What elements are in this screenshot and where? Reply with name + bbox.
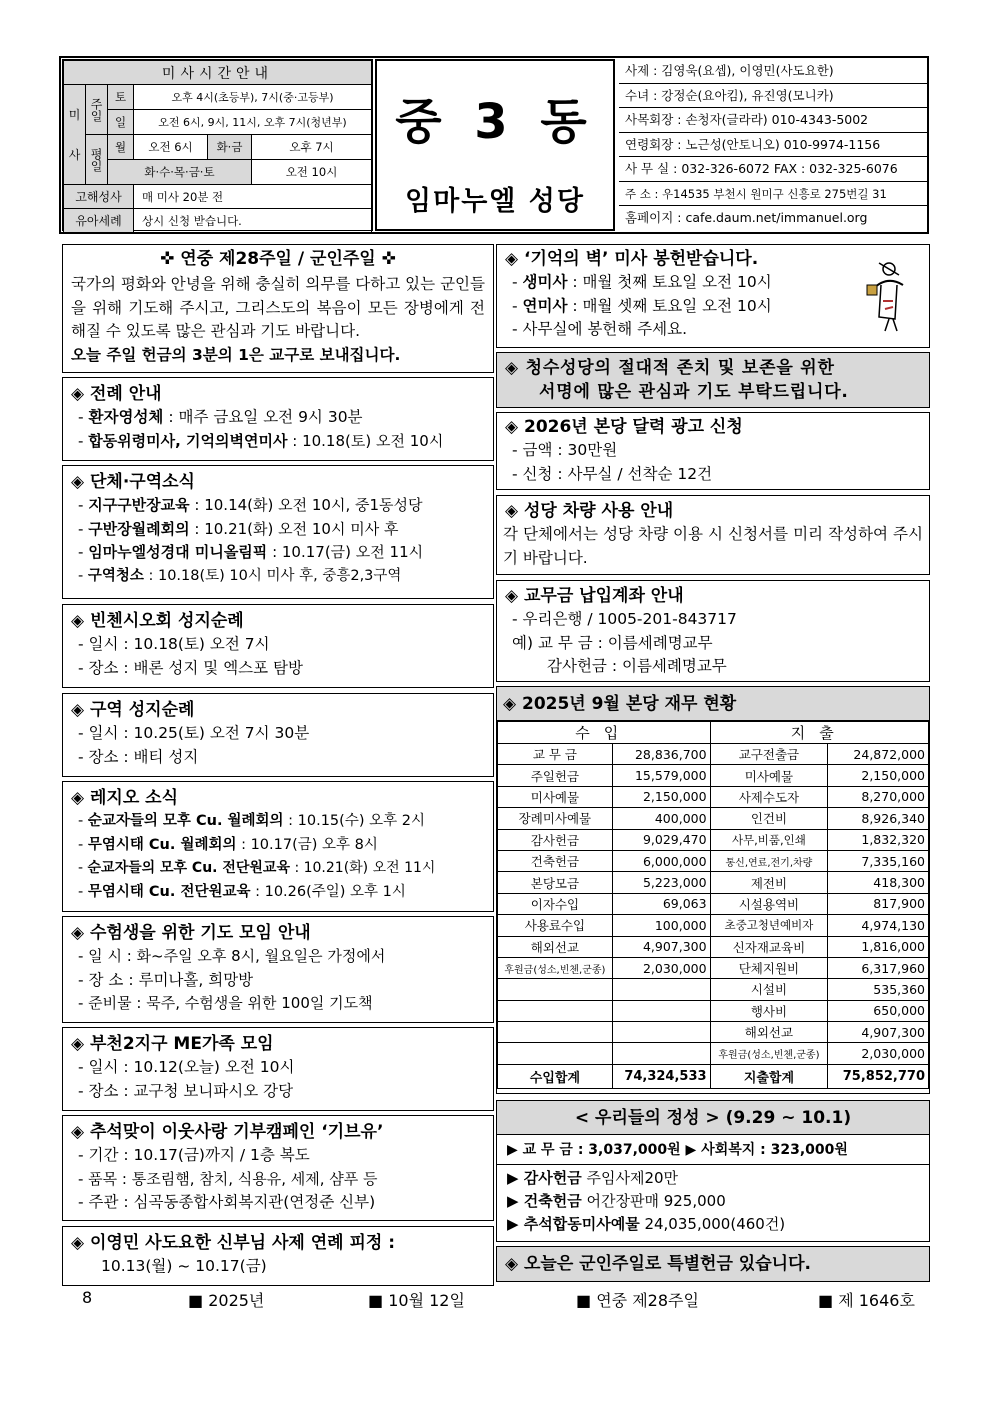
finance-row [498,1000,929,1021]
offering-line-building: ▶ 건축헌금 어간장판매 925,000 [507,1192,726,1210]
confession-label: 고해성사 [64,185,134,209]
income-value: 69,063 [612,893,710,914]
sun-time: 오전 6시, 9시, 11시, 오후 7시(청년부) [134,110,372,135]
memorial-wall-line-1: - 생미사 : 매월 첫째 토요일 오전 10시 [512,273,772,291]
parish-title-box [375,59,615,231]
expense-label: 사무,비품,인쇄 [710,829,828,850]
income-value: 2,030,000 [612,957,710,978]
expense-label: 행사비 [710,1000,828,1021]
confession-time: 매 미사 20분 전 [134,185,372,209]
expense-value: 650,000 [828,1000,929,1021]
info-homepage: 홈페이지 : cafe.daum.net/immanuel.org [625,210,868,225]
account-line-1: - 우리은행 / 1005-201-843717 [512,610,737,628]
liturgy-section [62,377,494,461]
calendar-ad-line-2: - 신청 : 사무실 / 선착순 12건 [512,464,713,483]
liturgy-title: ◈ 전례 안내 [71,384,162,404]
expense-value: 2,150,000 [828,765,929,786]
sat-time: 오후 4시(초등부), 7시(중·고등부) [134,85,372,110]
expense-label: 교구전출금 [710,744,828,765]
offering-summary: ▶ 교 무 금 : 3,037,000원 ▶ 사회복지 : 323,000원 [497,1135,929,1165]
footer-year: ■ 2025년 [188,1291,265,1310]
expense-label: 미사예물 [710,765,828,786]
footer-week: ■ 연중 제28주일 [576,1291,699,1310]
vincent-line-2: - 장소 : 배론 성지 및 엑스포 탐방 [78,658,303,677]
memorial-wall-section [496,244,930,348]
sunday-body: 국가의 평화와 안녕을 위해 충실히 의무를 다하고 있는 군인들을 위해 기도해 주시고, 그리스도의 복음이 모든 장병에게 전해질 수 있도록 많은 관심과 기도 바랍니다. [71,275,485,340]
parish-name: 중 3 동 [395,94,595,150]
finance-row [498,1022,929,1043]
income-value [612,1000,710,1021]
wed-time: 오전 10시 [252,160,372,185]
income-value [612,1022,710,1043]
footer-issue: ■ 제 1646호 [818,1291,915,1310]
finance-row [498,893,929,914]
sat-label: 토 [108,85,134,110]
groups-section [62,465,494,599]
info-office: 사 무 실 : 032-326-6072 FAX : 032-325-6076 [619,157,927,182]
expense-value: 1,816,000 [828,936,929,957]
finance-row [498,744,929,765]
finance-row [498,808,929,829]
info-priest: 사제 : 김영욱(요셉), 이영민(사도요한) [619,59,927,84]
income-label [498,979,613,1000]
groups-line-1: - 지구구반장교육 : 10.14(화) 오전 10시, 중1동성당 [78,496,423,514]
income-total-label: 수입합계 [498,1064,613,1088]
vincent-title: ◈ 빈첸시오회 성지순례 [71,611,244,631]
mass-schedule-title: 미사시간안내 [64,61,372,85]
legio-line-3: - 순교자들의 모후 Cu. 전단원교육 : 10.21(화) 오전 11시 [78,860,436,876]
finance-row [498,872,929,893]
finance-row [498,979,929,1000]
income-value: 400,000 [612,808,710,829]
expense-value: 2,030,000 [828,1043,929,1064]
info-sisters: 수녀 : 강정순(요아킴), 유진영(모니카) [619,84,927,109]
memorial-wall-title: ◈ ‘기억의 벽’ 미사 봉헌받습니다. [505,249,759,269]
income-value: 28,836,700 [612,744,710,765]
cheongsu-line-2: 서명에 많은 관심과 기도 부탁드립니다. [539,382,849,402]
me-line-2: - 장소 : 교구청 보니파시오 강당 [78,1081,294,1100]
account-title: ◈ 교무금 납입계좌 안내 [505,586,684,606]
exam-section [62,916,494,1023]
finance-section [496,686,930,1094]
income-value: 6,000,000 [612,850,710,871]
footer-date: ■ 10월 12일 [368,1291,465,1310]
finance-row [498,829,929,850]
expense-value: 6,317,960 [828,957,929,978]
income-value: 4,907,300 [612,936,710,957]
income-label: 사용료수입 [498,915,613,936]
exam-line-2: - 장 소 : 루미나홀, 희망방 [78,970,254,989]
me-line-1: - 일시 : 10.12(오늘) 오전 10시 [78,1058,295,1076]
income-label [498,1022,613,1043]
expense-value: 8,926,340 [828,808,929,829]
special-offering-text: ◈ 오늘은 군인주일로 특별헌금 있습니다. [505,1254,811,1274]
baptism-label: 유아세례 [64,209,134,233]
chuseok-line-2: - 품목 : 통조림햄, 참치, 식용유, 세제, 샴푸 등 [78,1169,378,1188]
weekend-label: 주일 [86,85,108,135]
expense-label: 제전비 [710,872,828,893]
calendar-ad-section [496,412,930,490]
priest-illustration [859,255,915,335]
income-label: 미사예물 [498,786,613,807]
wed-label: 화·수·목·금·토 [108,160,252,185]
info-council-chair: 사목회장 : 손청자(글라라) 010-4343-5002 [619,108,927,133]
offering-line-thanks: ▶ 감사헌금 주임사제20만 [507,1169,679,1187]
me-section [62,1027,494,1111]
mon-label: 월 [108,135,134,160]
info-address: 주 소 : 우14535 부천시 원미구 신흥로 275번길 31 [619,182,927,207]
income-label: 감사헌금 [498,829,613,850]
info-liaison-chair: 연령회장 : 노근성(안토니오) 010-9974-1156 [619,133,927,158]
income-label [498,1000,613,1021]
expense-label: 사제수도자 [710,786,828,807]
expense-label: 해외선교 [710,1022,828,1043]
special-offering-notice [496,1246,930,1282]
income-value: 15,579,000 [612,765,710,786]
vehicle-section [496,495,930,575]
liturgy-line-1: - 환자영성체 : 매주 금요일 오전 9시 30분 [78,408,363,426]
exam-line-3: - 준비물 : 묵주, 수험생을 위한 100일 기도책 [78,994,373,1012]
income-label: 주일헌금 [498,765,613,786]
expense-label: 후원금(성소,빈첸,군종) [710,1043,828,1064]
expense-value: 4,907,300 [828,1022,929,1043]
finance-row [498,915,929,936]
income-value: 2,150,000 [612,786,710,807]
account-line-2: 예) 교 무 금 : 이름세례명교무 [512,633,713,652]
tue-fri-time: 오후 7시 [252,135,372,160]
expense-header: 지출 [710,722,928,744]
finance-row [498,850,929,871]
sunday-notice [62,244,494,373]
expense-value: 817,900 [828,893,929,914]
baptism-time: 상시 신청 받습니다. [134,209,372,233]
expense-label: 인건비 [710,808,828,829]
expense-label: 단체지원비 [710,957,828,978]
income-value: 100,000 [612,915,710,936]
account-section [496,580,930,682]
expense-value: 4,974,130 [828,915,929,936]
district-line-2: - 장소 : 배티 성지 [78,747,199,766]
liturgy-line-2: - 합동위령미사, 기억의벽연미사 : 10.18(토) 오전 10시 [78,431,444,450]
income-label: 이자수입 [498,893,613,914]
church-name: 임마누엘 성당 [405,186,585,217]
calendar-ad-line-1: - 금액 : 30만원 [512,441,618,459]
finance-row [498,957,929,978]
finance-title: ◈ 2025년 9월 본당 재무 현황 [497,687,929,721]
legio-section [62,781,494,912]
tue-fri-label: 화·금 [208,135,252,160]
expense-value: 24,872,000 [828,744,929,765]
expense-total-label: 지출합계 [710,1064,828,1088]
footer [60,1288,930,1314]
offering-title: < 우리들의 정성 > (9.29 ~ 10.1) [497,1101,929,1135]
expense-label: 초중고청년예비자 [710,915,828,936]
district-section [62,693,494,777]
groups-line-4: - 구역청소 : 10.18(토) 10시 미사 후, 중흥2,3구역 [78,567,402,584]
expense-value: 535,360 [828,979,929,1000]
cheongsu-section [496,352,930,408]
income-value [612,1043,710,1064]
expense-value: 8,270,000 [828,786,929,807]
income-value: 5,223,000 [612,872,710,893]
expense-label: 시설비 [710,979,828,1000]
legio-title: ◈ 레지오 소식 [71,788,179,808]
chuseok-line-3: - 주관 : 심곡동종합사회복지관(연정준 신부) [78,1193,376,1211]
vehicle-body: 각 단체에서는 성당 차량 이용 시 신청서를 미리 작성하여 주시기 바랍니다. [503,525,923,567]
me-title: ◈ 부천2지구 ME가족 모임 [71,1034,274,1054]
offering-section [496,1100,930,1242]
finance-table [497,721,929,1089]
chuseok-title: ◈ 추석맞이 이웃사랑 기부캠페인 ‘기브유’ [71,1122,384,1142]
cheongsu-line-1: ◈ 청수성당의 절대적 존치 및 보존을 위한 [505,358,835,378]
finance-row [498,786,929,807]
sun-label: 일 [108,110,134,135]
weekday-label: 평일 [86,135,108,185]
income-header: 수입 [498,722,711,744]
retreat-section [62,1226,494,1286]
retreat-title: ◈ 이영민 사도요한 신부님 사제 연례 피정 : [71,1233,396,1253]
mass-label: 미 사 [64,85,86,185]
mon-time: 오전 6시 [134,135,208,160]
expense-value: 1,832,320 [828,829,929,850]
expense-label: 통신,연료,전기,차량 [710,850,828,871]
finance-row [498,1043,929,1064]
income-total: 74,324,533 [612,1064,710,1088]
groups-line-2: - 구반장월례회의 : 10.21(화) 오전 10시 미사 후 [78,519,399,538]
income-label: 본당모금 [498,872,613,893]
memorial-wall-line-3: - 사무실에 봉헌해 주세요. [512,320,688,338]
expense-value: 418,300 [828,872,929,893]
vincent-section [62,604,494,688]
groups-line-3: - 임마누엘성경대 미니올림픽 : 10.17(금) 오전 11시 [78,543,424,561]
parish-info [619,59,927,231]
district-title: ◈ 구역 성지순례 [71,700,195,720]
vehicle-title: ◈ 성당 차량 사용 안내 [505,501,674,521]
district-line-1: - 일시 : 10.25(토) 오전 7시 30분 [78,724,310,742]
vincent-line-1: - 일시 : 10.18(토) 오전 7시 [78,635,270,653]
chuseok-section [62,1115,494,1221]
mass-schedule [62,59,373,231]
account-line-3: 감사헌금 : 이름세례명교무 [547,657,727,675]
chuseok-line-1: - 기간 : 10.17(금)까지 / 1층 복도 [78,1146,310,1164]
expense-value: 7,335,160 [828,850,929,871]
income-label: 교 무 금 [498,744,613,765]
sunday-note: 오늘 주일 헌금의 3분의 1은 교구로 보내집니다. [71,345,401,364]
income-value: 9,029,470 [612,829,710,850]
income-label [498,1043,613,1064]
income-label: 후원금(성소,빈첸,군종) [498,957,613,978]
groups-title: ◈ 단체·구역소식 [71,472,195,492]
exam-title: ◈ 수험생을 위한 기도 모임 안내 [71,923,311,943]
legio-line-1: - 순교자들의 모후 Cu. 월례회의 : 10.15(수) 오후 2시 [78,813,425,829]
exam-line-1: - 일 시 : 화~주일 오후 8시, 월요일은 가정에서 [78,947,386,965]
expense-total: 75,852,770 [828,1064,929,1088]
income-label: 건축헌금 [498,850,613,871]
retreat-dates: 10.13(월) ~ 10.17(금) [101,1257,267,1275]
sunday-title: ✜ 연중 제28주일 / 군인주일 ✜ [160,249,396,269]
legio-line-2: - 무염시태 Cu. 월례회의 : 10.17(금) 오후 8시 [78,836,378,853]
finance-row [498,765,929,786]
income-label: 해외선교 [498,936,613,957]
offering-line-chuseok: ▶ 추석합동미사예물 24,035,000(460건) [507,1215,786,1233]
legio-line-4: - 무염시태 Cu. 전단원교육 : 10.26(주일) 오후 1시 [78,883,406,900]
finance-row [498,936,929,957]
expense-label: 신자재교육비 [710,936,828,957]
memorial-wall-line-2: - 연미사 : 매월 셋째 토요일 오전 10시 [512,296,772,315]
footer-page: 8 [82,1288,93,1307]
income-label: 장례미사예물 [498,808,613,829]
income-value [612,979,710,1000]
calendar-ad-title: ◈ 2026년 본당 달력 광고 신청 [505,417,743,437]
expense-label: 시설용역비 [710,893,828,914]
